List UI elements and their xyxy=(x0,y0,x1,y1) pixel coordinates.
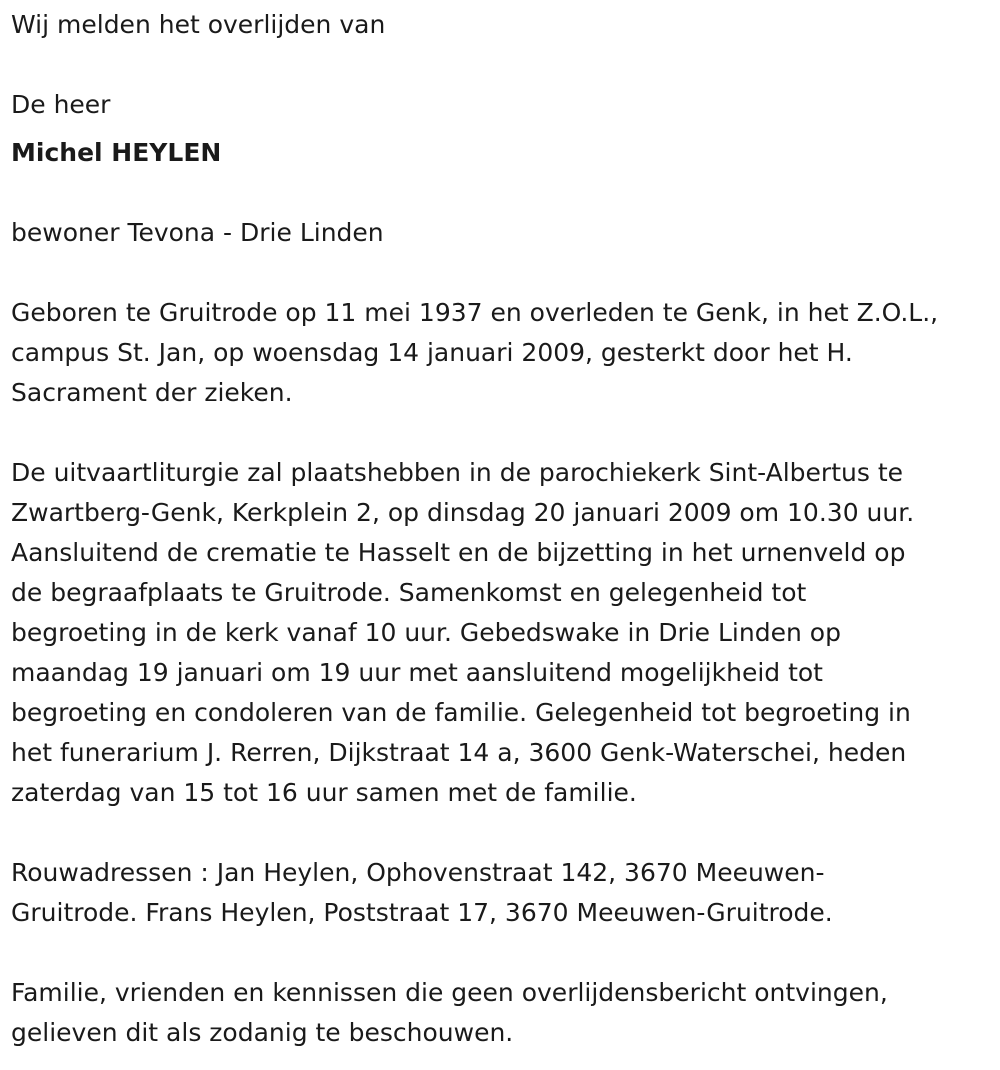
residence-line: bewoner Tevona - Drie Linden xyxy=(11,218,384,247)
funeral-paragraph: De uitvaartliturgie zal plaatshebben in de parochiekerk Sint-Albertus te Zwartberg-Genk, Kerkplein 2, op dinsdag 20 januari 2009 om 10.30 uur. Aansluitend de crematie te Hasselt en de bijzetting in het urnenveld op de begraafplaats te Gruitrode. Samenkomst en gelegenheid tot begroeting in de kerk vanaf 10 uur. Gebedswake in Drie Linden op maandag 19 januari om 19 uur met aansluitend mogelijkheid tot begroeting en condoleren van de familie. Gelegenheid tot begroeting in het funerarium J. Rerren, Dijkstraat 14 a, 3600 Genk-Waterschei, heden zaterdag van 15 tot 16 uur samen met de familie. xyxy=(11,458,915,807)
birth-death-paragraph: Geboren te Gruitrode op 11 mei 1937 en overleden te Genk, in het Z.O.L., campus St. Jan, op woensdag 14 januari 2009, gesterkt door het H. Sacrament der zieken. xyxy=(11,298,939,407)
closing-paragraph: Familie, vrienden en kennissen die geen overlijdensbericht ontvingen, gelieven dit als zodanig te beschouwen. xyxy=(11,978,888,1047)
intro-line: Wij melden het overlijden van xyxy=(11,10,386,39)
deceased-name: Michel HEYLEN xyxy=(11,138,222,167)
obituary-notice xyxy=(11,5,986,1053)
honorific: De heer xyxy=(11,90,111,119)
mourning-addresses-paragraph: Rouwadressen : Jan Heylen, Ophovenstraat 142, 3670 Meeuwen- Gruitrode. Frans Heylen, Poststraat 17, 3670 Meeuwen-Gruitrode. xyxy=(11,858,833,927)
